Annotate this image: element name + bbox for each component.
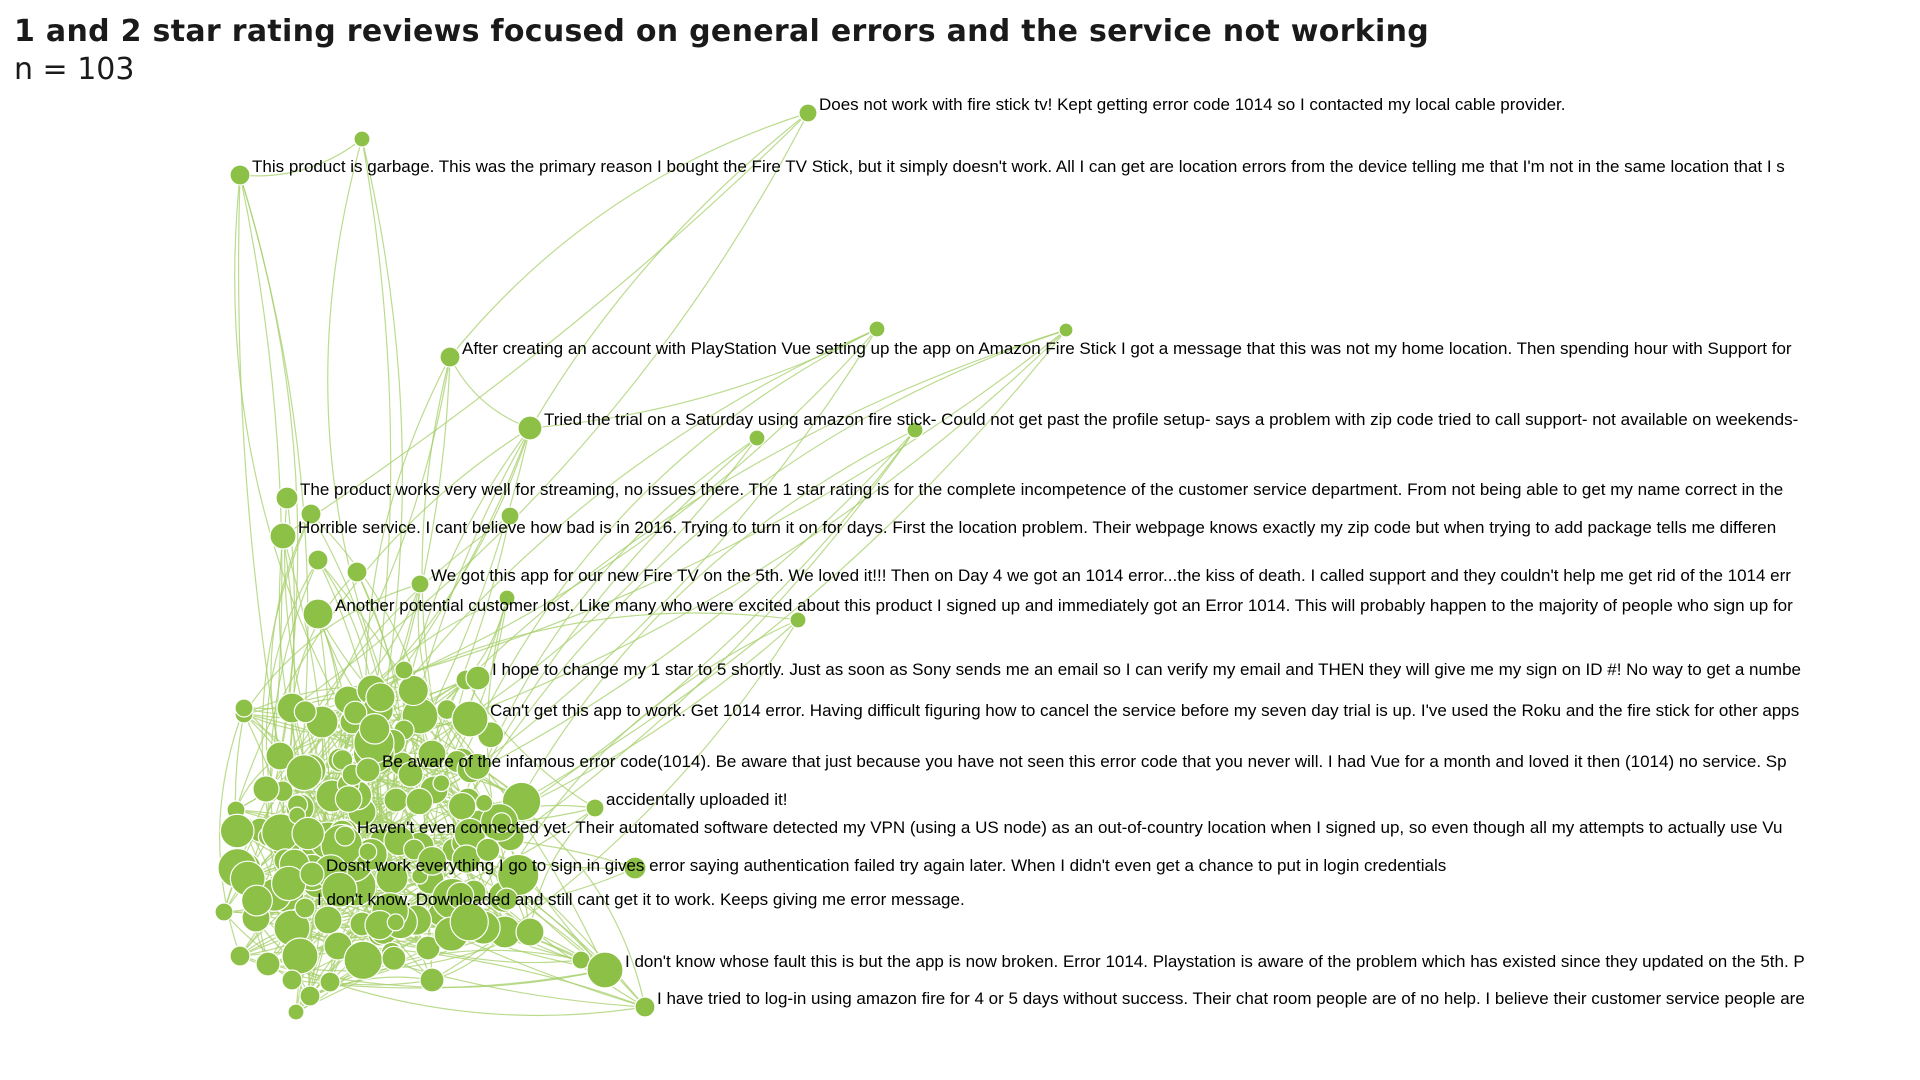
review-label: Can't get this app to work. Get 1014 error. Having difficult figuring how to cancel the service before my seven day trial is up. I've used the Roku and the fire stick for other apps xyxy=(490,701,1800,720)
review-node xyxy=(215,903,233,921)
review-node xyxy=(335,786,361,812)
review-label: After creating an account with PlayStation Vue setting up the app on Amazon Fire Stick I got a message that this was not my home location. Then spending hour with Support for xyxy=(462,339,1792,358)
review-node xyxy=(406,788,433,815)
review-node xyxy=(354,131,370,147)
review-node xyxy=(433,775,450,792)
review-label: Does not work with fire stick tv! Kept getting error code 1014 so I contacted my local cable provider. xyxy=(819,95,1566,114)
chart-title: 1 and 2 star rating reviews focused on general errors and the service not working xyxy=(14,14,1430,49)
review-node xyxy=(420,968,444,992)
review-label: This product is garbage. This was the primary reason I bought the Fire TV Stick, but it simply doesn't work. All I can get are location errors from the device telling me that I'm not in the same location that I s xyxy=(252,157,1785,176)
review-node xyxy=(587,952,623,988)
review-node xyxy=(286,755,322,791)
review-node xyxy=(276,487,298,509)
review-node xyxy=(398,675,428,705)
review-node xyxy=(347,562,367,582)
review-node xyxy=(270,523,296,549)
review-node xyxy=(282,970,302,990)
review-node xyxy=(395,661,413,679)
review-label: I don't know. Downloaded and still cant get it to work. Keeps giving me error message. xyxy=(317,890,965,909)
review-node xyxy=(253,776,279,802)
review-label: We got this app for our new Fire TV on the 5th. We loved it!!! Then on Day 4 we got an 1014 error...the kiss of death. I called support and they couldn't help me get rid of the 1014 err xyxy=(431,566,1791,585)
review-node xyxy=(366,683,395,712)
review-node xyxy=(635,997,655,1017)
sample-size: n = 103 xyxy=(14,52,135,87)
review-node xyxy=(466,666,490,690)
review-node xyxy=(749,430,765,446)
review-node xyxy=(356,758,380,782)
review-label: Be aware of the infamous error code(1014). Be aware that just because you have not seen this error code that you never will. I had Vue for a month and loved it then (1014) no service. Sp xyxy=(382,752,1787,771)
review-node xyxy=(476,794,493,811)
review-node xyxy=(335,826,355,846)
review-node xyxy=(440,347,460,367)
review-node xyxy=(411,575,429,593)
labels-layer xyxy=(252,95,1805,1008)
review-node xyxy=(518,416,542,440)
review-node xyxy=(1059,323,1073,337)
review-node xyxy=(799,104,817,122)
review-node xyxy=(448,793,475,820)
review-node xyxy=(869,321,885,337)
review-node xyxy=(382,946,406,970)
review-label: accidentally uploaded it! xyxy=(606,790,788,809)
review-node xyxy=(308,550,328,570)
review-node xyxy=(282,938,318,974)
review-node xyxy=(300,986,320,1006)
review-node xyxy=(314,906,342,934)
review-node xyxy=(220,814,254,848)
edge xyxy=(340,330,1066,760)
review-node xyxy=(256,952,280,976)
review-label: Tried the trial on a Saturday using amazon fire stick- Could not get past the profile setup- says a problem with zip code tried to call support- not available on weekends- xyxy=(544,410,1799,429)
review-node xyxy=(344,941,382,979)
review-label: I don't know whose fault this is but the app is now broken. Error 1014. Playstation is aware of the problem which has existed since they updated on the 5th. P xyxy=(625,952,1805,971)
review-label: I hope to change my 1 star to 5 shortly. Just as soon as Sony sends me an email so I can verify my email and THEN they will give me my sign on ID #! No way to get a numbe xyxy=(492,660,1801,679)
review-label: Haven't even connected yet. Their automated software detected my VPN (using a US node) as an out-of-country location when I signed up, so even though all my attempts to actually use Vu xyxy=(357,818,1783,837)
review-node xyxy=(320,972,340,992)
nodes-layer xyxy=(215,104,1073,1020)
review-node xyxy=(294,701,316,723)
review-node xyxy=(359,714,389,744)
review-node xyxy=(235,699,253,717)
review-label: I have tried to log-in using amazon fire for 4 or 5 days without success. Their chat room people are of no help. I believe their customer service people are xyxy=(657,989,1805,1008)
review-node xyxy=(230,946,250,966)
review-node xyxy=(288,1004,304,1020)
edge xyxy=(240,175,298,756)
review-label: Another potential customer lost. Like many who were excited about this product I signed up and immediately got an Error 1014. This will probably happen to the majority of people who sign up for xyxy=(335,596,1793,615)
review-node xyxy=(242,885,273,916)
review-node xyxy=(384,788,408,812)
edge xyxy=(283,113,808,536)
review-label: Dosnt work everything I go to sign in gives error saying authentication failed try again later. When I didn't even get a chance to put in login credentials xyxy=(326,856,1447,875)
review-node xyxy=(303,599,333,629)
review-node xyxy=(586,799,604,817)
review-node xyxy=(516,918,544,946)
review-node xyxy=(292,817,324,849)
edge xyxy=(348,329,877,700)
review-label: Horrible service. I cant believe how bad is in 2016. Trying to turn it on for days. First the location problem. Their webpage knows exactly my zip code but when trying to add package tells me differen xyxy=(298,518,1777,537)
review-node xyxy=(452,701,488,737)
review-node xyxy=(295,898,315,918)
review-node xyxy=(387,914,404,931)
review-node xyxy=(300,862,324,886)
edge xyxy=(450,113,808,357)
review-node xyxy=(230,165,250,185)
review-label: The product works very well for streaming, no issues there. The 1 star rating is for the complete incompetence of the customer service department. From not being able to get my name correct in the xyxy=(300,480,1784,499)
